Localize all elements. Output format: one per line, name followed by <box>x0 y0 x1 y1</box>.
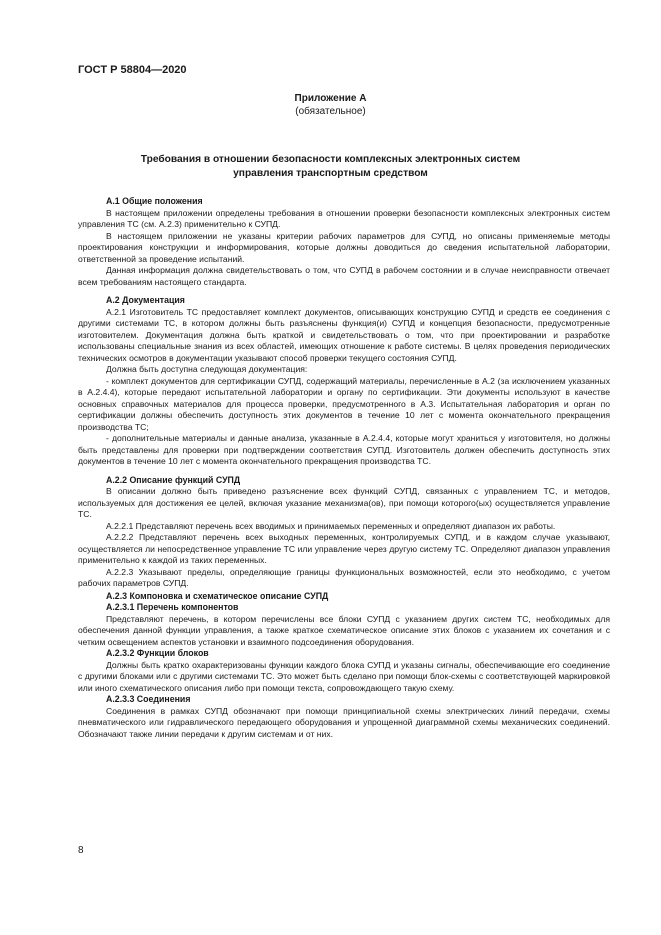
paragraph: В описании должно быть приведено разъяснение всех функций СУПД, связанных с управлением ТС, и методов, используемых для достижения ее целей, включая указание механизма(ов), при помощи которого(ых) осуществляется управление ТС. <box>78 486 610 519</box>
page-number: 8 <box>78 845 84 856</box>
paragraph: А.2.2.1 Представляют перечень всех вводимых и принимаемых переменных и определяют диапазон их работы. <box>106 520 556 531</box>
subsection-heading-a233: А.2.3.3 Соединения <box>106 694 191 704</box>
annex-title: Приложение А <box>294 93 367 104</box>
paragraph: Представляют перечень, в котором перечислены все блоки СУПД с указанием других систем ТС, необходимых для обеспечения данной функции управления, а также краткое схематическое описание этих блоков с указанием их сочетания и с четким освещением аспектов установки и взаимного подсоединения оборудования. <box>78 613 610 647</box>
subsection-heading-a232: А.2.3.2 Функции блоков <box>106 648 209 658</box>
paragraph: В настоящем приложении не указаны критерии рабочих параметров для СУПД, но описаны применяемые методы проектирования конструкции и информирования, которые должны доводиться до сведения испытательной лаборатории, ответственной за проведение испытаний. <box>78 230 610 264</box>
main-title <box>0 153 661 181</box>
paragraph: А.2.1 Изготовитель ТС предоставляет комплект документов, описывающих конструкцию СУПД и средств ее соединения с другими системами ТС, в котором должны быть разъяснены функция(и) СУПД и концепция безопасности, предусмотренные изготовителем. Документация должна быть краткой и свидетельствовать о том, что при проектировании и разработке использованы специальные знания из всех областей, имеющих отношение к работе системы. В целях проведения периодических технических осмотров в документации указывают способ проверки текущего состояния СУПД. <box>78 306 610 363</box>
subsection-heading-a231: А.2.3.1 Перечень компонентов <box>106 602 239 612</box>
document-body <box>78 196 610 740</box>
document-code: ГОСТ Р 58804—2020 <box>78 64 187 76</box>
section-heading-a22: А.2.2 Описание функций СУПД <box>106 474 241 485</box>
section-heading-a2: А.2 Документация <box>106 295 185 305</box>
paragraph: Данная информация должна свидетельствовать о том, что СУПД в рабочем состоянии и в случае неисправности отвечает всем требованиям настоящего стандарта. <box>78 265 610 287</box>
paragraph: В настоящем приложении определены требования в отношении проверки безопасности комплексных электронных систем управления ТС (см. А.2.3) применительно к СУПД. <box>78 207 610 229</box>
annex-status: (обязательное) <box>295 106 366 117</box>
paragraph: Соединения в рамках СУПД обозначают при помощи принципиальной схемы электрических линий передачи, схемы пневматического или гидравлического передающего оборудования и упрощенной диаграммной схемы механических соединений. Обозначают также линии передачи к другим системам и от них. <box>78 705 610 739</box>
paragraph: Должны быть кратко охарактеризованы функции каждого блока СУПД и указаны сигналы, обеспечивающие его соединение с другими блоками или с другими системами ТС. Это может быть сделано при помощи блок-схемы с соответствующей маркировкой или иного схематического описания либо при помощи текста, сопровождающего такую схему. <box>78 659 610 693</box>
paragraph: А.2.2.3 Указывают пределы, определяющие границы функциональных возможностей, если это необходимо, с учетом рабочих параметров СУПД. <box>78 566 610 588</box>
section-heading-a1: А.1 Общие положения <box>106 196 203 206</box>
main-title-line-2: управления транспортным средством <box>233 168 428 179</box>
list-item: - дополнительные материалы и данные анализа, указанные в А.2.4.4, которые могут храниться у изготовителя, но должны быть представлены для проверки при подтверждении соответствия СУПД. Изготовитель должен обеспечить доступность этих документов в течение 10 лет с момента окончательного прекращения производства ТС. <box>78 433 610 466</box>
section-heading-a23: А.2.3 Компоновка и схематическое описание СУПД <box>106 590 329 601</box>
paragraph: Должна быть доступна следующая документация: <box>106 364 308 374</box>
list-item: - комплект документов для сертификации СУПД, содержащий материалы, перечисленные в А.2 (за исключением указанных в А.2.4.4), которые передают испытательной лаборатории и органу по сертификации. Эти документы используют в качестве основных справочных материалов для процесса проверки, предусмотренного в А.3. Испытательная лаборатория и орган по сертификации должны обеспечить доступность этих документов в течение 10 лет с момента окончательного прекращения производства ТС; <box>78 375 610 432</box>
main-title-line-1: Требования в отношении безопасности комплексных электронных систем <box>140 154 521 165</box>
paragraph: А.2.2.2 Представляют перечень всех выходных переменных, контролируемых СУПД, и в каждом случае указывают, осуществляется ли непосредственное управление ТС или управление через другую систему ТС. Определяют диапазон управления применительно к каждой из таких переменных. <box>78 532 610 565</box>
